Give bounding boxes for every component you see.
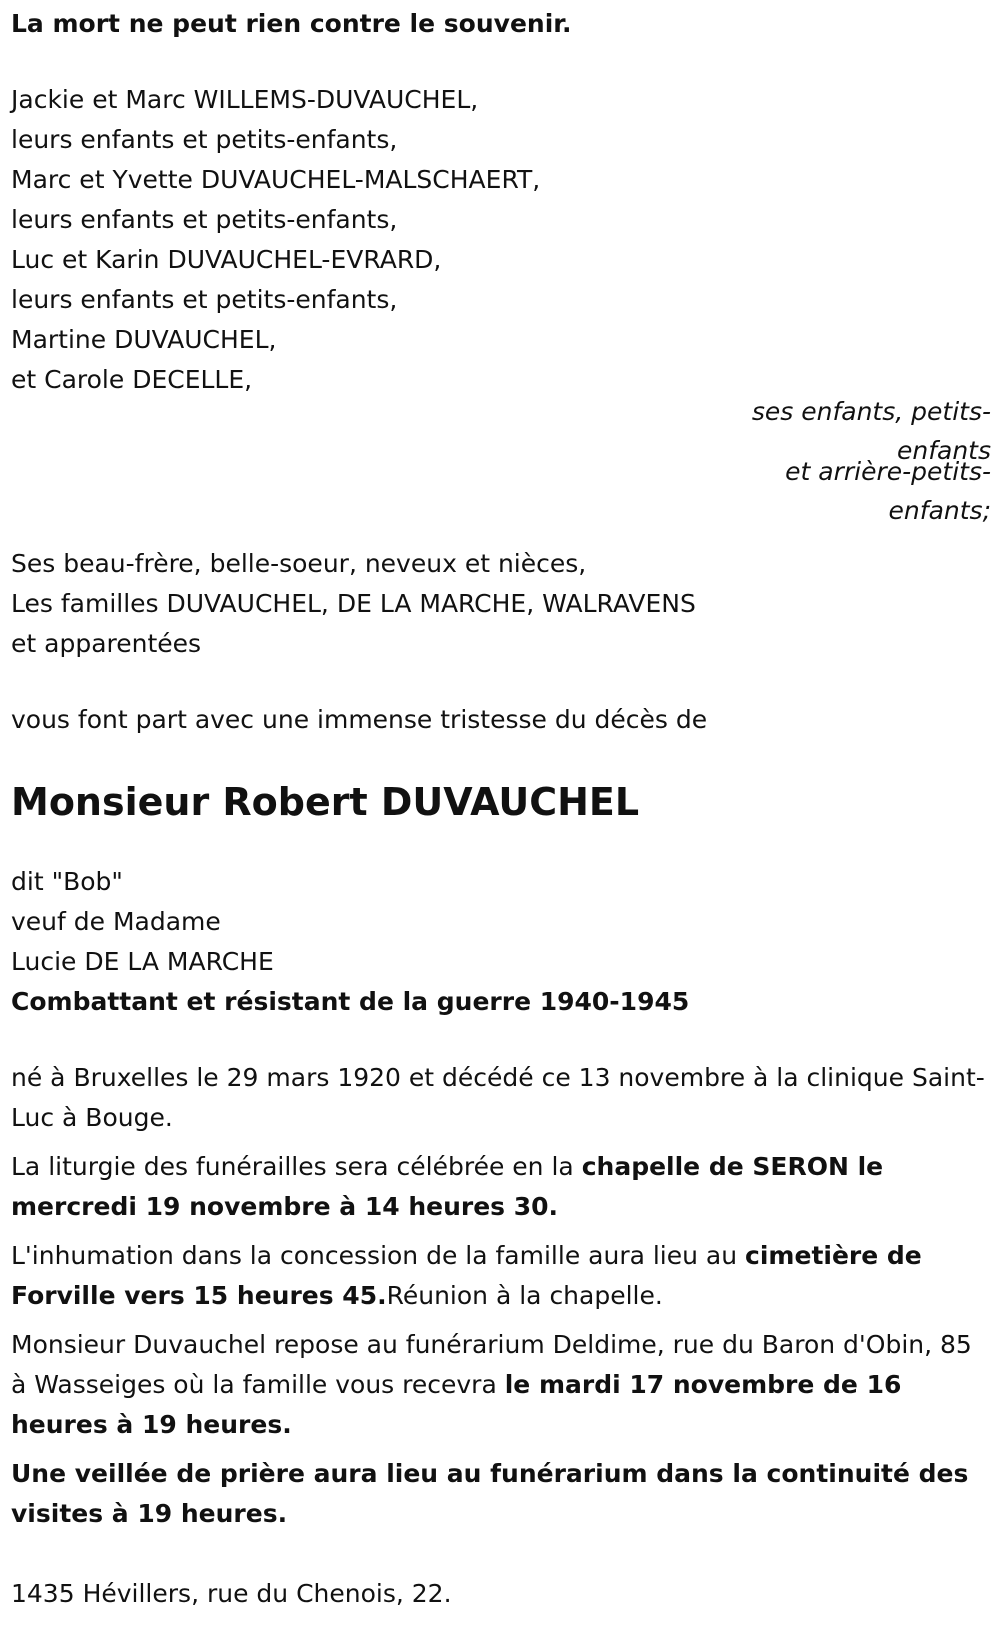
veteran-title: Combattant et résistant de la guerre 1940-1945 [11, 987, 690, 1016]
spacer [11, 1534, 991, 1574]
right-note-area [11, 397, 991, 544]
spacer [11, 664, 991, 700]
right-note-children: ses enfants, petits-enfants [751, 397, 991, 465]
vigil-paragraph: Une veillée de prière aura lieu au funérarium dans la continuité des visites à 19 heures. [11, 1459, 969, 1528]
viewing-time: le mardi 17 novembre de 16 heures à 19 heures. [11, 1370, 902, 1439]
burial-location-time: cimetière de Forville vers 15 heures 45. [11, 1241, 922, 1310]
family-line: leurs enfants et petits-enfants, [11, 285, 398, 314]
liturgy-location-time: chapelle de SERON le mercredi 19 novembre à 14 heures 30. [11, 1152, 884, 1221]
birth-death: né à Bruxelles le 29 mars 1920 et décédé ce 13 novembre à la clinique Saint-Luc à Bouge. [11, 1063, 985, 1132]
family-line: leurs enfants et petits-enfants, [11, 125, 398, 154]
family-list [11, 80, 991, 400]
obituary-notice [11, 4, 991, 1614]
viewing-paragraph [11, 1325, 991, 1445]
relatives-list [11, 544, 991, 664]
viewing-text: Monsieur Duvauchel repose au funérarium Deldime, rue du Baron d'Obin, 85 à Wasseiges où la famille vous recevra [11, 1330, 972, 1399]
relatives-line: Ses beau-frère, belle-soeur, neveux et nièces, [11, 549, 587, 578]
burial-after: Réunion à la chapelle. [386, 1281, 663, 1310]
relatives-line: et apparentées [11, 629, 202, 658]
spacer [11, 44, 991, 80]
family-line: Marc et Yvette DUVAUCHEL-MALSCHAERT, [11, 165, 541, 194]
liturgy-paragraph [11, 1147, 991, 1227]
family-line: et Carole DECELLE, [11, 365, 253, 394]
liturgy-text: La liturgie des funérailles sera célébrée en la [11, 1152, 582, 1181]
right-note-grandchildren: et arrière-petits-enfants; [785, 457, 991, 525]
family-line: leurs enfants et petits-enfants, [11, 205, 398, 234]
spacer [11, 826, 991, 862]
family-line: Martine DUVAUCHEL, [11, 325, 277, 354]
address: 1435 Hévillers, rue du Chenois, 22. [11, 1579, 452, 1608]
burial-text: L'inhumation dans la concession de la famille aura lieu au [11, 1241, 746, 1270]
spouse-name: Lucie DE LA MARCHE [11, 947, 274, 976]
deceased-name: Monsieur Robert DUVAUCHEL [11, 780, 640, 824]
epigraph: La mort ne peut rien contre le souvenir. [11, 9, 572, 38]
family-line: Luc et Karin DUVAUCHEL-EVRARD, [11, 245, 442, 274]
widower-line: veuf de Madame [11, 907, 221, 936]
family-line: Jackie et Marc WILLEMS-DUVAUCHEL, [11, 85, 479, 114]
burial-paragraph [11, 1236, 991, 1316]
nickname: dit "Bob" [11, 867, 123, 896]
relatives-line: Les familles DUVAUCHEL, DE LA MARCHE, WALRAVENS [11, 589, 696, 618]
spacer [11, 1022, 991, 1058]
announcement: vous font part avec une immense tristesse du décès de [11, 705, 708, 734]
